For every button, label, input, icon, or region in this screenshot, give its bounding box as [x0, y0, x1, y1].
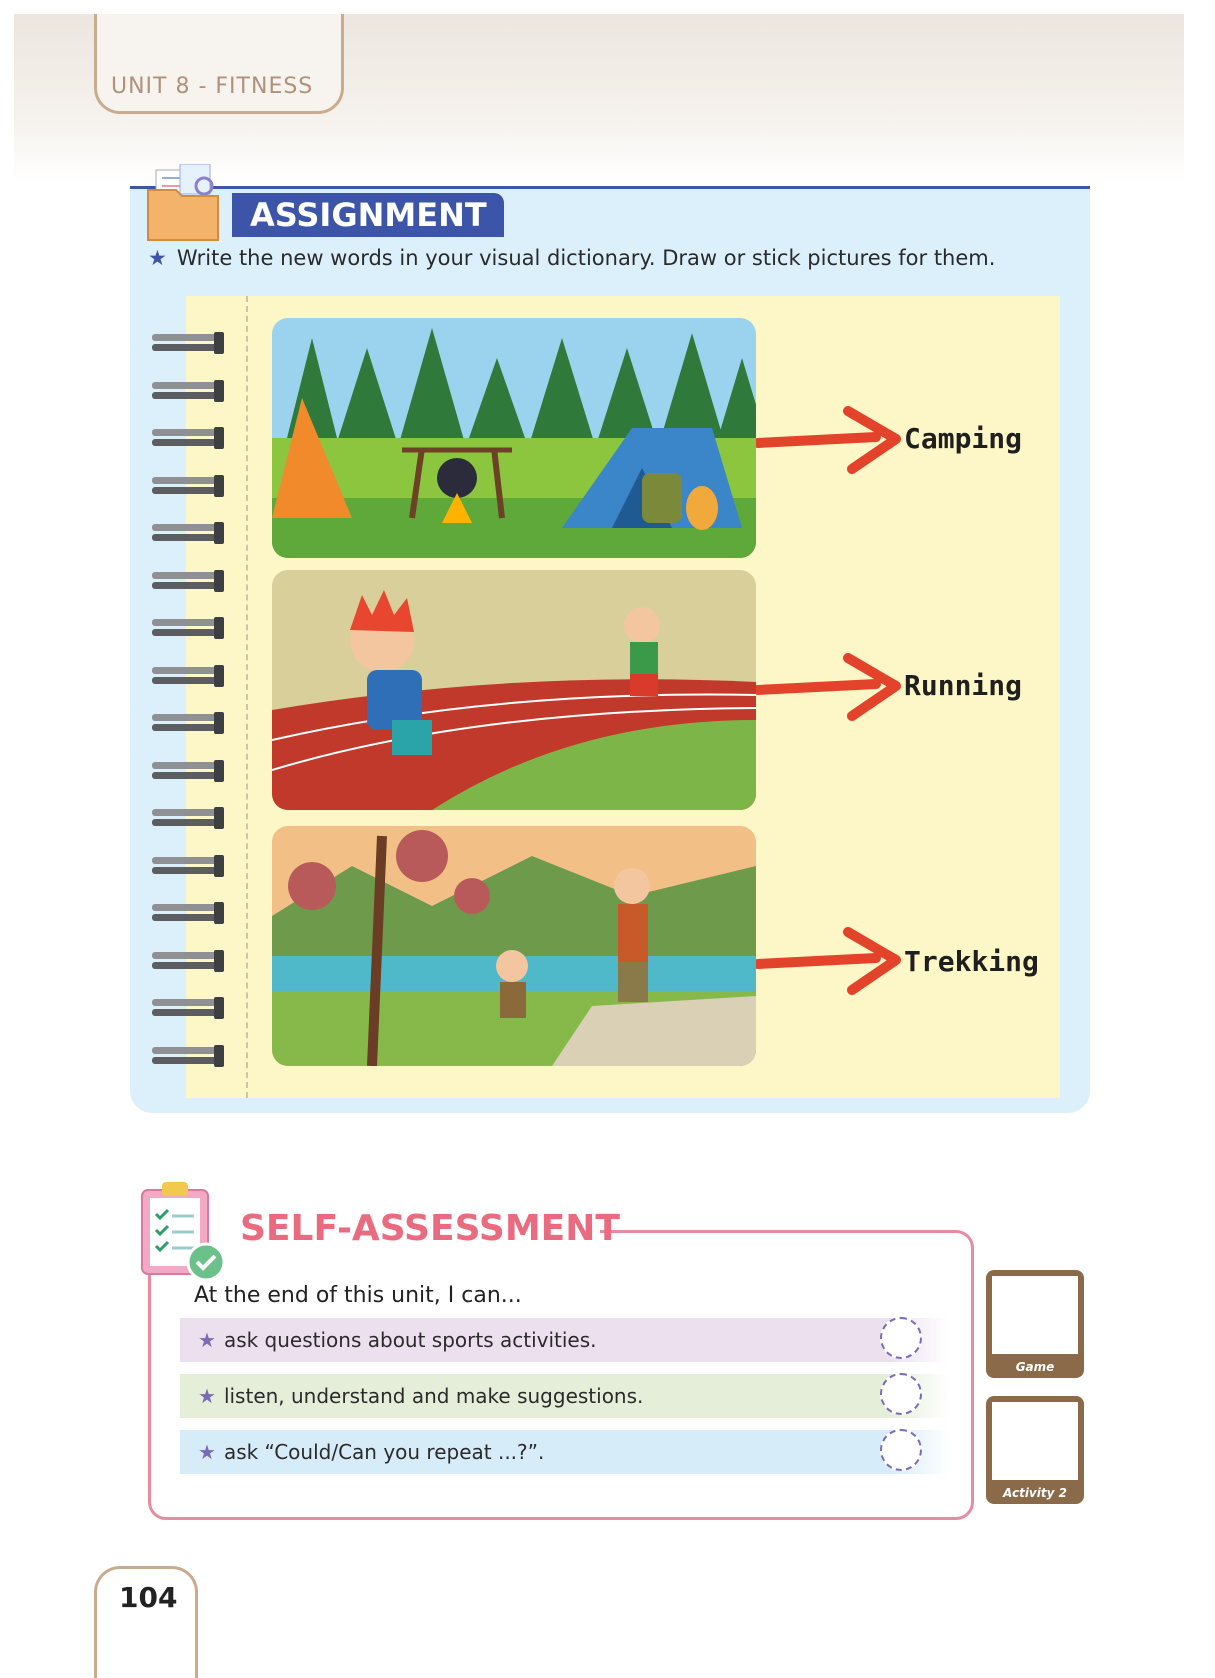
self-assessment-row	[180, 1430, 950, 1474]
assignment-instruction-text: Write the new words in your visual dictionary. Draw or stick pictures for them.	[176, 246, 996, 270]
assignment-banner	[232, 193, 504, 237]
spiral-ring	[150, 520, 226, 546]
self-assessment-item	[198, 1328, 597, 1352]
self-assessment-item	[198, 1440, 544, 1464]
notebook-margin-line	[246, 296, 248, 1098]
spiral-ring	[150, 330, 226, 356]
arrow-right-icon	[756, 926, 904, 996]
spiral-ring	[150, 948, 226, 974]
star-icon: ★	[148, 246, 167, 270]
star-icon: ★	[198, 1384, 216, 1408]
assignment-instruction	[148, 246, 995, 270]
qr-caption: Game	[1015, 1360, 1055, 1374]
qr-caption: Activity 2	[1003, 1486, 1067, 1500]
self-assessment-item-text: listen, understand and make suggestions.	[223, 1384, 644, 1408]
qr-code-icon	[992, 1276, 1078, 1354]
star-icon: ★	[198, 1328, 216, 1352]
self-assessment-item-text: ask “Could/Can you repeat ...?”.	[223, 1440, 545, 1464]
spiral-ring	[150, 615, 226, 641]
qr-code-activity[interactable]	[986, 1396, 1084, 1504]
spiral-ring	[150, 900, 226, 926]
self-assessment-row	[180, 1318, 950, 1362]
trekking-picture	[272, 826, 756, 1066]
self-assessment-checkbox[interactable]	[880, 1373, 922, 1415]
assignment-title: ASSIGNMENT	[250, 196, 487, 234]
page-number: 104	[119, 1581, 178, 1614]
self-assessment-title: SELF-ASSESSMENT	[240, 1208, 620, 1249]
assignment-rule	[130, 186, 1090, 189]
qr-code-icon	[992, 1402, 1078, 1480]
self-assessment-item	[198, 1384, 643, 1408]
self-assessment-checkbox[interactable]	[880, 1317, 922, 1359]
spiral-ring	[150, 568, 226, 594]
running-picture	[272, 570, 756, 810]
arrow-right-icon	[756, 652, 904, 722]
page-number-tab	[94, 1566, 198, 1678]
spiral-ring	[150, 710, 226, 736]
spiral-ring	[150, 758, 226, 784]
spiral-ring	[150, 853, 226, 879]
word-camping: Camping	[904, 422, 1023, 455]
clipboard-check-icon	[136, 1176, 232, 1286]
star-icon: ★	[198, 1440, 216, 1464]
unit-tab	[94, 14, 344, 114]
self-assessment-intro: At the end of this unit, I can...	[194, 1283, 522, 1308]
self-assessment-checkbox[interactable]	[880, 1429, 922, 1471]
spiral-ring	[150, 805, 226, 831]
arrow-right-icon	[756, 405, 904, 475]
qr-code-game[interactable]	[986, 1270, 1084, 1378]
self-assessment-item-text: ask questions about sports activities.	[223, 1328, 597, 1352]
spiral-ring	[150, 425, 226, 451]
camping-picture	[272, 318, 756, 558]
folder-icon	[146, 164, 232, 242]
word-running: Running	[904, 669, 1023, 702]
spiral-ring	[150, 995, 226, 1021]
self-assessment-row	[180, 1374, 950, 1418]
spiral-ring	[150, 473, 226, 499]
word-trekking: Trekking	[904, 945, 1039, 978]
spiral-ring	[150, 378, 226, 404]
spiral-ring	[150, 1043, 226, 1069]
spiral-ring	[150, 663, 226, 689]
unit-label: UNIT 8 - FITNESS	[111, 74, 314, 99]
